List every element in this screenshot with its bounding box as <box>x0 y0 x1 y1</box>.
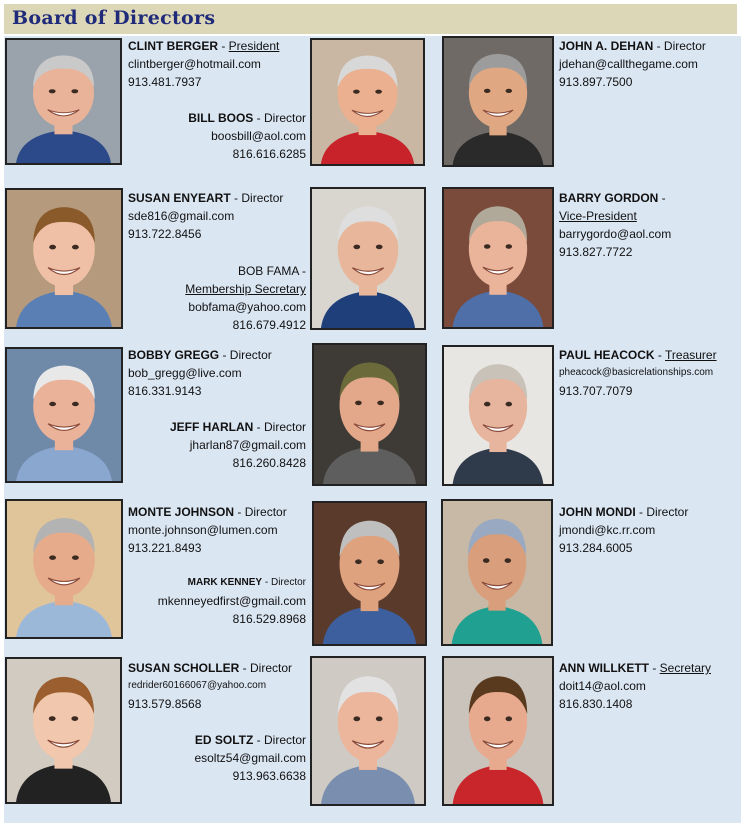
director-email[interactable]: pheacock@basicrelationships.com <box>559 367 714 378</box>
director-photo <box>441 499 553 646</box>
director-name: BOBBY GREGG <box>128 348 220 362</box>
director-name: BOB FAMA <box>237 264 299 278</box>
director-title: Director <box>250 661 293 675</box>
director-name: JOHN MONDI <box>559 505 636 519</box>
portrait-image <box>444 189 552 327</box>
director-title: Treasurer <box>665 348 717 362</box>
portrait-image <box>443 501 551 644</box>
director-info <box>128 503 287 557</box>
director-photo <box>442 345 554 486</box>
director-phone: 816.679.4912 <box>232 318 306 332</box>
director-info <box>559 659 711 713</box>
director-name-line: MONTE JOHNSON - Director <box>128 505 287 519</box>
director-phone: 913.707.7079 <box>559 384 633 398</box>
portrait-image <box>312 658 424 804</box>
page-header <box>4 4 737 34</box>
director-name: ANN WILLKETT <box>559 661 649 675</box>
director-name: JOHN A. DEHAN <box>559 39 654 53</box>
director-photo <box>442 187 554 329</box>
director-name: MARK KENNEY <box>187 577 263 588</box>
director-name-line: SUSAN ENYEART - Director <box>128 191 284 205</box>
director-name-line: BOBBY GREGG - Director <box>128 348 272 362</box>
director-name-line: MARK KENNEY - Director <box>187 577 306 588</box>
director-title: Director <box>663 39 706 53</box>
director-email[interactable]: jdehan@callthegame.com <box>559 57 698 71</box>
director-name: JEFF HARLAN <box>169 420 254 434</box>
director-title: Director <box>244 505 287 519</box>
director-email[interactable]: redrider60166067@yahoo.com <box>128 680 267 691</box>
director-photo <box>312 343 427 486</box>
director-email[interactable]: jharlan87@gmail.com <box>189 438 306 452</box>
director-email[interactable]: boosbill@aol.com <box>211 129 306 143</box>
director-phone: 913.827.7722 <box>559 245 633 259</box>
director-photo <box>310 187 426 330</box>
director-photo <box>310 38 425 166</box>
director-title: President <box>228 39 280 53</box>
director-email[interactable]: sde816@gmail.com <box>128 209 235 223</box>
director-email[interactable]: esoltz54@gmail.com <box>194 751 306 765</box>
director-phone: 816.260.8428 <box>232 456 306 470</box>
director-email[interactable]: bob_gregg@live.com <box>128 366 242 380</box>
portrait-image <box>7 501 121 637</box>
director-email[interactable]: jmondi@kc.rr.com <box>559 523 656 537</box>
director-phone: 816.529.8968 <box>232 612 306 626</box>
director-name-line: CLINT BERGER - President <box>128 39 280 53</box>
director-name-line: JOHN MONDI - Director <box>559 505 689 519</box>
director-info <box>170 418 306 472</box>
director-info <box>188 109 306 163</box>
director-phone: 816.830.1408 <box>559 697 633 711</box>
director-email[interactable]: monte.johnson@lumen.com <box>128 523 278 537</box>
portrait-image <box>7 190 121 327</box>
director-name: BARRY GORDON <box>559 191 659 205</box>
portrait-image <box>314 345 425 484</box>
director-email[interactable]: mkenneyedfirst@gmail.com <box>157 594 306 608</box>
director-info <box>158 574 306 628</box>
director-photo <box>5 347 123 483</box>
director-phone: 816.331.9143 <box>128 384 202 398</box>
director-title: Membership Secretary <box>185 282 306 296</box>
director-name-line: BARRY GORDON - <box>559 191 666 205</box>
director-info <box>559 346 717 400</box>
director-name-line: SUSAN SCHOLLER - Director <box>128 661 293 675</box>
director-title: Director <box>241 191 284 205</box>
director-name-line: ANN WILLKETT - Secretary <box>559 661 712 675</box>
director-phone: 913.284.6005 <box>559 541 633 555</box>
director-info <box>128 37 279 91</box>
director-name: CLINT BERGER <box>128 39 218 53</box>
director-email[interactable]: doit14@aol.com <box>559 679 646 693</box>
director-name-line: PAUL HEACOCK - Treasurer <box>559 348 717 362</box>
director-phone: 816.616.6285 <box>232 147 306 161</box>
director-info <box>559 37 706 91</box>
director-phone: 913.897.7500 <box>559 75 633 89</box>
portrait-image <box>444 658 552 804</box>
portrait-image <box>444 38 552 165</box>
director-title: Director <box>263 420 306 434</box>
director-name-line: BOB FAMA - <box>237 264 306 278</box>
director-name: SUSAN ENYEART <box>128 191 231 205</box>
director-email[interactable]: clintberger@hotmail.com <box>128 57 261 71</box>
director-phone: 913.963.6638 <box>232 769 306 783</box>
portrait-image <box>7 349 121 481</box>
director-info <box>128 189 283 243</box>
director-name-line: JOHN A. DEHAN - Director <box>559 39 706 53</box>
director-photo <box>5 38 122 165</box>
director-title: Director <box>263 111 306 125</box>
director-photo <box>5 499 123 639</box>
director-photo <box>312 501 427 646</box>
page-title: Board of Directors <box>12 7 216 29</box>
director-email[interactable]: bobfama@yahoo.com <box>188 300 306 314</box>
portrait-image <box>312 189 424 328</box>
director-info <box>128 659 292 713</box>
director-name-line: BILL BOOS - Director <box>188 111 306 125</box>
director-info <box>559 503 688 557</box>
director-phone: 913.481.7937 <box>128 75 202 89</box>
director-name: SUSAN SCHOLLER <box>128 661 240 675</box>
director-name: MONTE JOHNSON <box>128 505 235 519</box>
portrait-image <box>7 40 120 163</box>
director-title: Director <box>270 577 306 588</box>
portrait-image <box>312 40 423 164</box>
director-info <box>194 731 306 785</box>
director-info <box>128 346 272 400</box>
director-title: Vice-President <box>559 209 637 223</box>
director-photo <box>5 657 122 804</box>
portrait-image <box>444 347 552 484</box>
director-email[interactable]: barrygordo@aol.com <box>559 227 672 241</box>
director-name: ED SOLTZ <box>194 733 254 747</box>
director-photo <box>442 656 554 806</box>
portrait-image <box>7 659 120 802</box>
director-title: Director <box>263 733 306 747</box>
director-info <box>185 262 306 334</box>
director-photo <box>310 656 426 806</box>
portrait-image <box>314 503 425 644</box>
director-title: Director <box>229 348 272 362</box>
director-photo <box>442 36 554 167</box>
director-name: BILL BOOS <box>188 111 254 125</box>
director-name-line: ED SOLTZ - Director <box>194 733 306 747</box>
director-phone: 913.722.8456 <box>128 227 202 241</box>
director-phone: 913.221.8493 <box>128 541 202 555</box>
director-name-line: JEFF HARLAN - Director <box>169 420 306 434</box>
director-name: PAUL HEACOCK <box>559 348 655 362</box>
director-phone: 913.579.8568 <box>128 697 202 711</box>
director-title: Secretary <box>659 661 712 675</box>
director-title: Director <box>646 505 689 519</box>
director-info <box>559 189 671 261</box>
director-photo <box>5 188 123 329</box>
